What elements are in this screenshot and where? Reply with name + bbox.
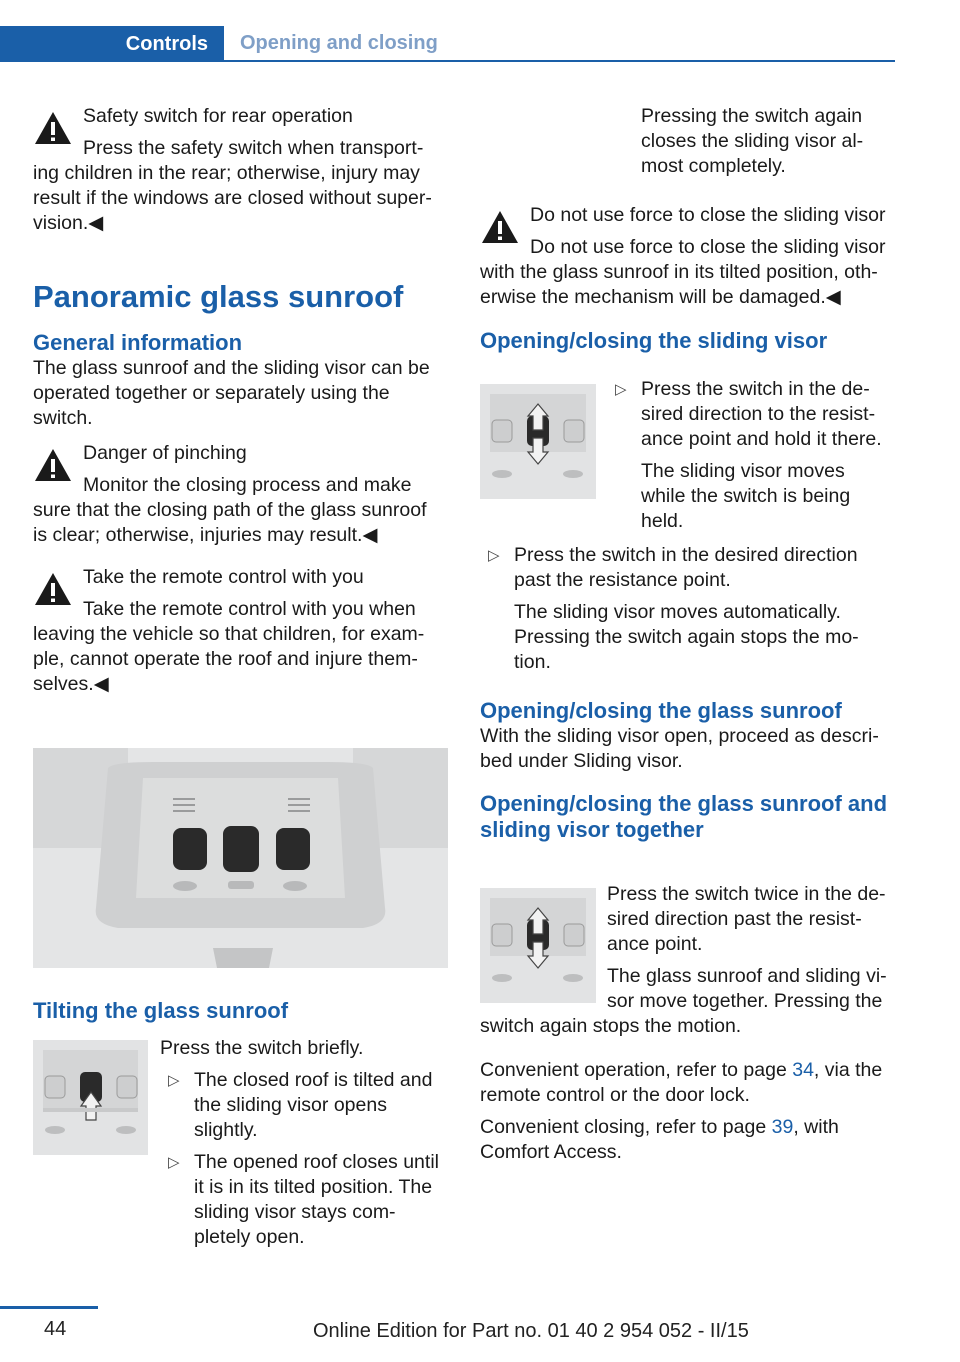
warning-text-line: leaving the vehicle so that children, for exam‐	[33, 623, 425, 645]
text-line: With the sliding visor open, proceed as descri‐	[480, 725, 879, 747]
heading-glass-sunroof: Opening/closing the glass sunroof	[480, 698, 842, 723]
heading-together	[480, 791, 900, 843]
list-item	[480, 543, 900, 675]
edition-note: Online Edition for Part no. 01 40 2 954 052 - II/15	[313, 1320, 749, 1342]
page-header	[0, 0, 895, 62]
warning-text-line: selves.◀	[33, 673, 109, 695]
list-item	[607, 377, 902, 534]
header-rule	[0, 60, 895, 62]
warning-text-line: Press the safety switch when transport‐	[83, 137, 424, 159]
text-line: slightly.	[194, 1119, 258, 1141]
text-line: Press the switch in the de‐	[641, 378, 870, 400]
warning-title: Take the remote control with you	[83, 566, 364, 588]
text-line: closes the sliding visor al‐	[641, 130, 864, 152]
text-line: sor move together. Pressing the	[607, 990, 883, 1012]
bullet-triangle-icon: ▷	[168, 1154, 180, 1171]
footer-rule	[0, 1306, 98, 1309]
tilt-section	[33, 998, 448, 1024]
text-line: The opened roof closes until	[194, 1151, 439, 1173]
warning-title: Safety switch for rear operation	[83, 105, 353, 127]
text-line: held.	[641, 510, 684, 532]
right-column-bottom	[480, 1014, 900, 1165]
right-column-lower	[480, 543, 900, 843]
text-fragment: , via the	[813, 1059, 883, 1081]
page-number: 44	[44, 1318, 67, 1340]
list-item	[160, 1150, 450, 1250]
text-line: operated together or separately using the	[33, 382, 390, 404]
text-line: Press the switch twice in the de‐	[607, 883, 886, 905]
text-line: the sliding visor opens	[194, 1094, 387, 1116]
warning-text-line: ple, cannot operate the roof and injure them‐	[33, 648, 418, 670]
visor-instructions	[607, 377, 902, 534]
warning-remote-control	[33, 565, 448, 697]
warning-text-line: Monitor the closing process and make	[83, 474, 412, 496]
tilt-intro: Press the switch briefly.	[160, 1037, 364, 1059]
together-instructions	[607, 882, 902, 1014]
page-title: Panoramic glass sunroof	[33, 279, 404, 314]
warning-text-line: Do not use force to close the sliding visor	[530, 236, 886, 258]
text-fragment: Convenient operation, refer to page	[480, 1059, 793, 1081]
convenient-operation	[480, 1058, 900, 1108]
warning-text-line: is clear; otherwise, injuries may result.◀	[33, 524, 378, 546]
general-paragraph	[33, 356, 448, 431]
page-link-34[interactable]: 34	[792, 1059, 814, 1081]
warning-safety-switch	[33, 104, 448, 236]
switch-together-image	[480, 888, 596, 1003]
warning-force	[480, 203, 900, 310]
text-line: it is in its tilted position. The	[194, 1176, 433, 1198]
warning-triangle-icon	[33, 447, 73, 483]
warning-text-line: vision.◀	[33, 212, 104, 234]
text-line: The glass sunroof and sliding vi‐	[607, 965, 887, 987]
switch-tilt-image	[33, 1040, 148, 1155]
text-line: The sliding visor moves automatically.	[514, 601, 841, 623]
text-line: ance point.	[607, 933, 703, 955]
warning-text-line: erwise the mechanism will be damaged.◀	[480, 286, 841, 308]
warning-title: Danger of pinching	[83, 442, 247, 464]
text-line: sired direction past the resist‐	[607, 908, 862, 930]
text-fragment: Convenient closing, refer to page	[480, 1116, 772, 1138]
list-item	[160, 1068, 450, 1143]
warning-text-line: with the glass sunroof in its tilted position, oth‐	[480, 261, 878, 283]
text-line: The closed roof is tilted and	[194, 1069, 433, 1091]
text-line: sliding visor stays com‐	[194, 1201, 396, 1223]
warning-title: Do not use force to close the sliding visor	[530, 204, 886, 226]
warning-triangle-icon	[33, 110, 73, 146]
heading-general-information: General information	[33, 330, 243, 355]
switch-visor-image	[480, 384, 596, 499]
right-column	[480, 203, 900, 354]
bullet-triangle-icon: ▷	[168, 1072, 180, 1089]
warning-text-line: result if the windows are closed without super‐	[33, 187, 432, 209]
text-line: The sliding visor moves	[641, 460, 845, 482]
warning-triangle-icon	[480, 209, 520, 245]
text-line: bed under Sliding visor.	[480, 750, 683, 772]
heading-tilting: Tilting the glass sunroof	[33, 998, 289, 1023]
text-line: sired direction to the resist‐	[641, 403, 876, 425]
bullet-triangle-icon: ▷	[615, 381, 627, 398]
text-line: The glass sunroof and the sliding visor can be	[33, 357, 430, 379]
text-line: Press the switch in the desired direction	[514, 544, 858, 566]
text-line: switch.	[33, 407, 93, 429]
warning-triangle-icon	[33, 571, 73, 607]
text-line: past the resistance point.	[514, 569, 731, 591]
heading-sliding-visor: Opening/closing the sliding visor	[480, 328, 828, 353]
text-line: switch again stops the motion.	[480, 1015, 742, 1037]
section-tab-opening-closing: Opening and closing	[240, 31, 438, 54]
page-link-39[interactable]: 39	[771, 1116, 794, 1138]
text-line: ance point and hold it there.	[641, 428, 882, 450]
heading-line: Opening/closing the glass sunroof and	[480, 791, 888, 816]
text-line: pletely open.	[194, 1226, 305, 1248]
convenient-closing	[480, 1115, 900, 1165]
overhead-console-image	[33, 748, 448, 968]
warning-text-line: ing children in the rear; otherwise, injury may	[33, 162, 420, 184]
text-line: most completely.	[641, 155, 786, 177]
text-line: remote control or the door lock.	[480, 1084, 750, 1106]
warning-text-line: Take the remote control with you when	[83, 598, 416, 620]
text-line: Pressing the switch again	[641, 105, 863, 127]
text-line: Pressing the switch again stops the mo‐	[514, 626, 859, 648]
heading-line: sliding visor together	[480, 817, 704, 842]
tilt-instructions	[160, 1036, 450, 1250]
glass-paragraph	[480, 724, 900, 774]
text-line: tion.	[514, 651, 551, 673]
text-line: Comfort Access.	[480, 1141, 622, 1163]
text-line: while the switch is being	[641, 485, 851, 507]
left-column	[33, 104, 448, 697]
bullet-triangle-icon: ▷	[488, 547, 500, 564]
warning-text-line: sure that the closing path of the glass sunroof	[33, 499, 427, 521]
warning-pinching	[33, 441, 448, 548]
right-top-paragraph	[641, 104, 901, 179]
section-tab-controls: Controls	[0, 26, 224, 62]
text-fragment: , with	[793, 1116, 839, 1138]
